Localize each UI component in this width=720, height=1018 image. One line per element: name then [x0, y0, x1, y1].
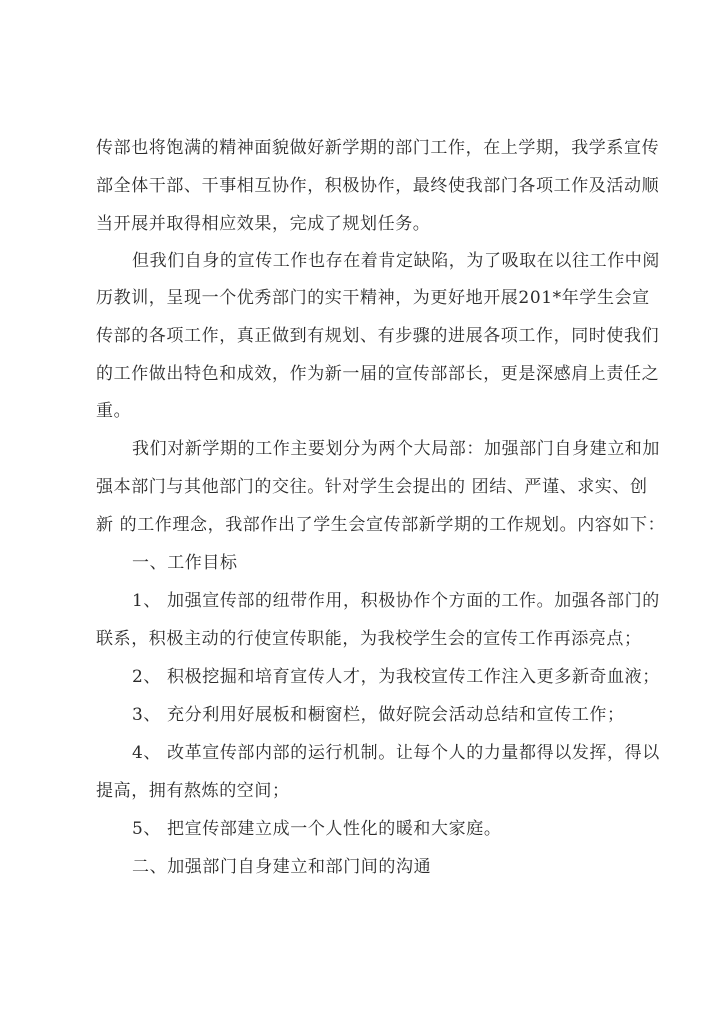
list-item-5: 5、 把宣传部建立成一个人性化的暖和大家庭。 [132, 819, 502, 839]
paragraph2-line: 传部的各项工作，真正做到有规划、有步骤的进展各项工作，同时使我们 [96, 326, 660, 346]
section-heading-communication: 二、加强部门自身建立和部门间的沟通 [132, 857, 432, 877]
list-item-1-line: 1、 加强宣传部的纽带作用，积极协作个方面的工作。加强各部门的 [132, 591, 660, 611]
list-item-4-line: 4、 改革宣传部内部的运行机制。让每个人的力量都得以发挥，得以 [132, 743, 660, 763]
section-heading-goals: 一、工作目标 [132, 553, 238, 573]
paragraph2-line: 历教训，呈现一个优秀部门的实干精神，为更好地开展201*年学生会宣 [96, 288, 650, 308]
list-item-1-line: 联系，积极主动的行使宣传职能，为我校学生会的宣传工作再添亮点； [96, 629, 642, 649]
paragraph2-line: 的工作做出特色和成效，作为新一届的宣传部部长，更是深感肩上责任之 [96, 364, 660, 384]
paragraph1-line: 部全体干部、干事相互协作，积极协作，最终使我部门各项工作及活动顺 [96, 176, 660, 196]
paragraph2-line: 重。 [96, 401, 132, 421]
paragraph2-line: 但我们自身的宣传工作也存在着肯定缺陷，为了吸取在以往工作中阅 [132, 251, 660, 271]
list-item-2: 2、 积极挖掘和培育宣传人才，为我校宣传工作注入更多新奇血液； [132, 667, 660, 687]
paragraph3-line: 强本部门与其他部门的交往。针对学生会提出的 团结、严谨、求实、创 [96, 477, 648, 497]
paragraph3-line: 我们对新学期的工作主要划分为两个大局部：加强部门自身建立和加 [132, 439, 660, 459]
paragraph3-line: 新 的工作理念，我部作出了学生会宣传部新学期的工作规划。内容如下： [96, 515, 666, 535]
list-item-3: 3、 充分利用好展板和橱窗栏，做好院会活动总结和宣传工作； [132, 705, 625, 725]
paragraph1-line: 传部也将饱满的精神面貌做好新学期的部门工作，在上学期，我学系宣传 [96, 138, 660, 158]
paragraph1-line: 当开展并取得相应效果，完成了规划任务。 [96, 214, 431, 234]
list-item-4-line: 提高，拥有熬炼的空间； [96, 781, 290, 801]
